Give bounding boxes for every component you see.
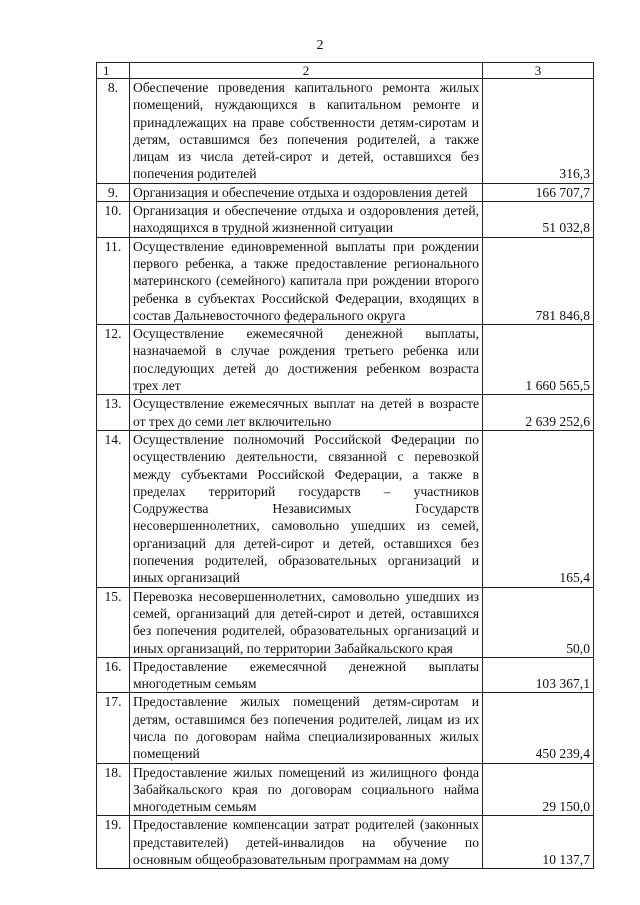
row-number: 11. [97,237,130,324]
row-number: 17. [97,693,130,763]
table-row [97,657,594,693]
row-amount: 781 846,8 [483,237,594,324]
row-number: 16. [97,657,130,693]
column-header-1: 1 [97,63,130,79]
table-row [97,430,594,587]
table-body [97,63,594,869]
row-description: Предоставление жилых помещений из жилищного фонда Забайкальского края по договорам социального найма многодетным семьям [130,763,483,816]
row-amount: 10 137,7 [483,816,594,869]
row-description: Организация и обеспечение отдыха и оздоровления детей [130,183,483,201]
row-description: Перевозка несовершеннолетних, самовольно ушедших из семей, организаций для детей-сирот и детей, оставшихся без попечения родителей, образовательных организаций и иных организаций, по территории Забайкальского края [130,587,483,657]
row-amount: 51 032,8 [483,202,594,238]
row-number: 8. [97,79,130,184]
row-amount: 1 660 565,5 [483,325,594,395]
page-number: 2 [316,38,324,53]
row-number: 12. [97,325,130,395]
row-amount: 103 367,1 [483,657,594,693]
column-header-3: 3 [483,63,594,79]
table-row [97,325,594,395]
row-description: Предоставление ежемесячной денежной выплаты многодетным семьям [130,657,483,693]
row-amount: 450 239,4 [483,693,594,763]
table-header-row [97,63,594,79]
row-amount: 2 639 252,6 [483,395,594,431]
row-description: Осуществление полномочий Российской Федерации по осуществлению деятельности, связанной с перевозкой между субъектами Российской Федерации, а также в пределах территорий государств – участников Содружества Независимых Государств несовершеннолетних, самовольно ушедших из семей, организаций для детей-сирот и детей, оставшихся без попечения родителей, образовательных организаций и иных организаций [130,430,483,587]
row-number: 19. [97,816,130,869]
table-row [97,693,594,763]
row-number: 9. [97,183,130,201]
row-number: 10. [97,202,130,238]
row-description: Организация и обеспечение отдыха и оздоровления детей, находящихся в трудной жизненной ситуации [130,202,483,238]
row-number: 13. [97,395,130,431]
row-description: Обеспечение проведения капитального ремонта жилых помещений, нуждающихся в капитальном ремонте и принадлежащих на праве собственности детям-сиротам и детям, оставшимся без попечения родителей, а также лицам из числа детей-сирот и детей, оставшихся без попечения родителей [130,79,483,184]
table-row [97,763,594,816]
row-number: 14. [97,430,130,587]
column-header-2: 2 [130,63,483,79]
table-row [97,395,594,431]
table-row [97,237,594,324]
table-row [97,202,594,238]
row-amount: 29 150,0 [483,763,594,816]
row-description: Осуществление ежемесячной денежной выплаты, назначаемой в случае рождения третьего ребенка или последующих детей до достижения ребенком возраста трех лет [130,325,483,395]
row-amount: 316,3 [483,79,594,184]
row-description: Предоставление компенсации затрат родителей (законных представителей) детей-инвалидов на обучение по основным общеобразовательным программам на дому [130,816,483,869]
row-description: Предоставление жилых помещений детям-сиротам и детям, оставшимся без попечения родителей, лицам из их числа по договорам найма специализированных жилых помещений [130,693,483,763]
budget-table [96,62,594,869]
table-row [97,79,594,184]
row-number: 18. [97,763,130,816]
table-row [97,587,594,657]
table-row [97,183,594,201]
row-number: 15. [97,587,130,657]
row-description: Осуществление ежемесячных выплат на детей в возрасте от трех до семи лет включительно [130,395,483,431]
row-amount: 50,0 [483,587,594,657]
row-amount: 166 707,7 [483,183,594,201]
row-amount: 165,4 [483,430,594,587]
table-row [97,816,594,869]
row-description: Осуществление единовременной выплаты при рождении первого ребенка, а также предоставление регионального материнского (семейного) капитала при рождении второго ребенка в субъектах Российской Федерации, входящих в состав Дальневосточного федерального округа [130,237,483,324]
